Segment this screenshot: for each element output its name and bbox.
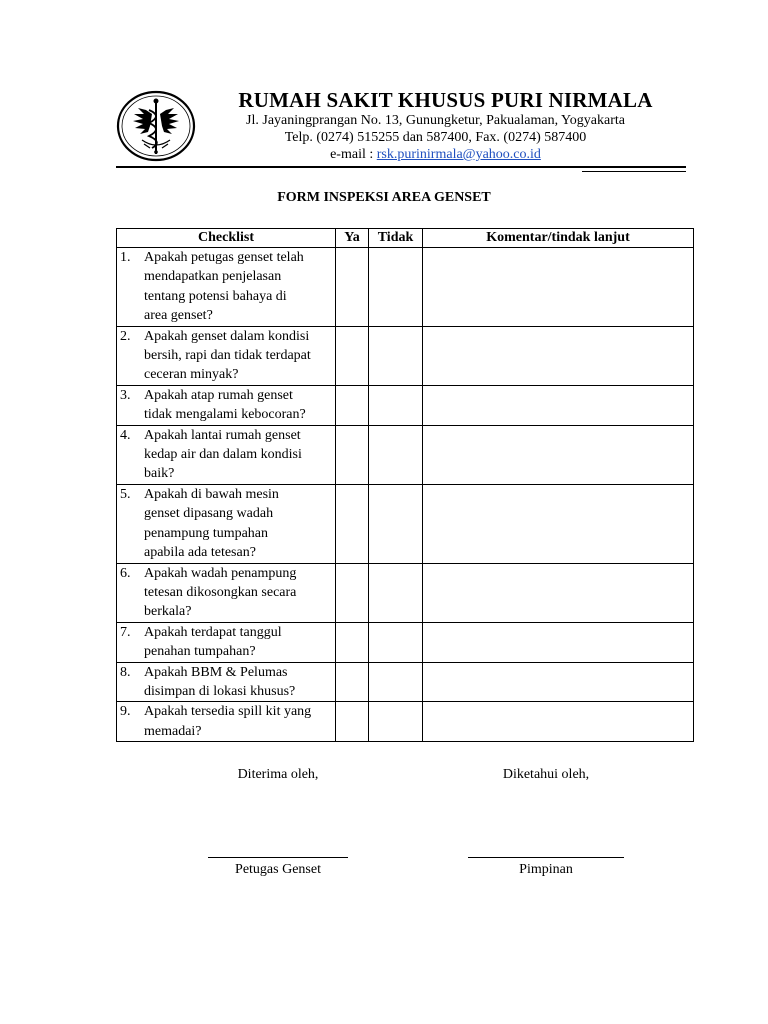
ya-cell[interactable] xyxy=(336,662,369,702)
hospital-phone: Telp. (0274) 515255 dan 587400, Fax. (0274) 587400 xyxy=(284,130,587,145)
question-number: 6. xyxy=(120,565,131,581)
ya-cell[interactable] xyxy=(336,248,369,327)
question-line: bersih, rapi dan tidak terdapat xyxy=(144,348,311,364)
question-line: Apakah tersedia spill kit yang xyxy=(144,704,312,720)
question-number: 2. xyxy=(120,328,131,344)
question-number: 1. xyxy=(120,250,131,265)
question-line: tentang potensi bahaya di xyxy=(144,288,287,304)
checklist-question-cell xyxy=(117,702,336,742)
ya-cell[interactable] xyxy=(336,425,369,484)
question-number: 3. xyxy=(120,387,131,403)
question-line: genset dipasang wadah xyxy=(144,506,274,522)
komentar-cell[interactable] xyxy=(423,484,694,563)
question-line: memadai? xyxy=(144,723,202,739)
question-line: Apakah wadah penampung xyxy=(144,565,297,581)
tidak-cell[interactable] xyxy=(369,662,423,702)
hospital-address: Jl. Jayaningprangan No. 13, Gunungketur, Pakualaman, Yogyakarta xyxy=(246,113,625,128)
question-text xyxy=(144,248,333,326)
question-line: Apakah terdapat tanggul xyxy=(144,624,282,640)
header-divider-accent xyxy=(582,171,686,172)
question-line: berkala? xyxy=(144,604,192,620)
table-row xyxy=(117,385,694,425)
question-line: Apakah BBM & Pelumas xyxy=(144,664,288,680)
ya-cell[interactable] xyxy=(336,484,369,563)
komentar-cell[interactable] xyxy=(423,702,694,742)
header-divider xyxy=(116,166,686,168)
hospital-name: RUMAH SAKIT KHUSUS PURI NIRMALA xyxy=(238,88,653,112)
tidak-cell[interactable] xyxy=(369,702,423,742)
question-line: baik? xyxy=(144,466,175,482)
signature-line-petugas xyxy=(208,857,348,858)
table-row xyxy=(117,484,694,563)
email-label: e-mail : xyxy=(330,147,377,162)
question-line: tidak mengalami kebocoran? xyxy=(144,407,306,423)
ya-cell[interactable] xyxy=(336,385,369,425)
hospital-emblem-icon xyxy=(116,90,196,162)
email-link[interactable]: rsk.purinirmala@yahoo.co.id xyxy=(376,147,541,162)
komentar-cell[interactable] xyxy=(423,425,694,484)
tidak-cell[interactable] xyxy=(369,385,423,425)
question-number: 5. xyxy=(120,486,131,502)
komentar-cell[interactable] xyxy=(423,563,694,622)
question-line: ceceran minyak? xyxy=(144,367,239,383)
checklist-question-cell xyxy=(117,563,336,622)
tidak-cell[interactable] xyxy=(369,484,423,563)
question-line: Apakah genset dalam kondisi xyxy=(144,328,310,344)
question-line: apabila ada tetesan? xyxy=(144,545,256,561)
question-line: penahan tumpahan? xyxy=(144,644,256,660)
tidak-cell[interactable] xyxy=(369,248,423,327)
checklist-table xyxy=(116,228,694,742)
komentar-cell[interactable] xyxy=(423,248,694,327)
form-title: FORM INSPEKSI AREA GENSET xyxy=(277,190,491,205)
question-line: mendapatkan penjelasan xyxy=(144,269,282,285)
column-header-ya: Ya xyxy=(336,229,369,248)
checklist-question-cell xyxy=(117,662,336,702)
question-number: 9. xyxy=(120,704,131,720)
tidak-cell[interactable] xyxy=(369,563,423,622)
question-number: 8. xyxy=(120,664,131,680)
signature-role-pimpinan: Pimpinan xyxy=(519,862,573,877)
question-line: disimpan di lokasi khusus? xyxy=(144,683,296,699)
komentar-cell[interactable] xyxy=(423,662,694,702)
checklist-question-cell xyxy=(117,622,336,662)
tidak-cell[interactable] xyxy=(369,425,423,484)
checklist-question-cell xyxy=(117,425,336,484)
ya-cell[interactable] xyxy=(336,326,369,385)
ya-cell[interactable] xyxy=(336,702,369,742)
checklist-question-cell xyxy=(117,484,336,563)
question-line: tetesan dikosongkan secara xyxy=(144,584,297,600)
tidak-cell[interactable] xyxy=(369,326,423,385)
table-row xyxy=(117,425,694,484)
komentar-cell[interactable] xyxy=(423,622,694,662)
tidak-cell[interactable] xyxy=(369,622,423,662)
question-text xyxy=(144,386,333,425)
table-row xyxy=(117,702,694,742)
checklist-question-cell xyxy=(117,326,336,385)
table-row xyxy=(117,248,694,327)
signature-role-petugas: Petugas Genset xyxy=(235,862,321,877)
question-text xyxy=(144,327,333,385)
column-header-checklist: Checklist xyxy=(117,229,336,248)
table-header-row xyxy=(117,229,694,248)
ya-cell[interactable] xyxy=(336,563,369,622)
hospital-email-line xyxy=(218,147,653,163)
checklist-question-cell xyxy=(117,248,336,327)
acknowledged-by-caption: Diketahui oleh, xyxy=(502,767,590,782)
question-line: Apakah di bawah mesin xyxy=(144,486,279,502)
table-row xyxy=(117,563,694,622)
question-text xyxy=(144,623,333,662)
question-text xyxy=(144,663,333,702)
question-line: area genset? xyxy=(144,308,213,324)
table-row xyxy=(117,622,694,662)
question-text xyxy=(144,426,333,484)
signature-line-pimpinan xyxy=(468,857,624,858)
question-number: 4. xyxy=(120,427,131,443)
question-line: kedap air dan dalam kondisi xyxy=(144,447,302,463)
question-line: Apakah lantai rumah genset xyxy=(144,427,301,443)
question-text xyxy=(144,485,333,563)
question-text xyxy=(144,702,333,741)
table-row xyxy=(117,662,694,702)
table-row xyxy=(117,326,694,385)
question-line: Apakah atap rumah genset xyxy=(144,387,293,403)
question-line: Apakah petugas genset telah xyxy=(144,250,304,265)
komentar-cell[interactable] xyxy=(423,326,694,385)
checklist-question-cell xyxy=(117,385,336,425)
column-header-komentar: Komentar/tindak lanjut xyxy=(423,229,694,248)
question-line: penampung tumpahan xyxy=(144,525,269,541)
question-text xyxy=(144,564,333,622)
question-number: 7. xyxy=(120,624,131,640)
received-by-caption: Diterima oleh, xyxy=(237,767,319,782)
column-header-tidak: Tidak xyxy=(369,229,423,248)
komentar-cell[interactable] xyxy=(423,385,694,425)
ya-cell[interactable] xyxy=(336,622,369,662)
